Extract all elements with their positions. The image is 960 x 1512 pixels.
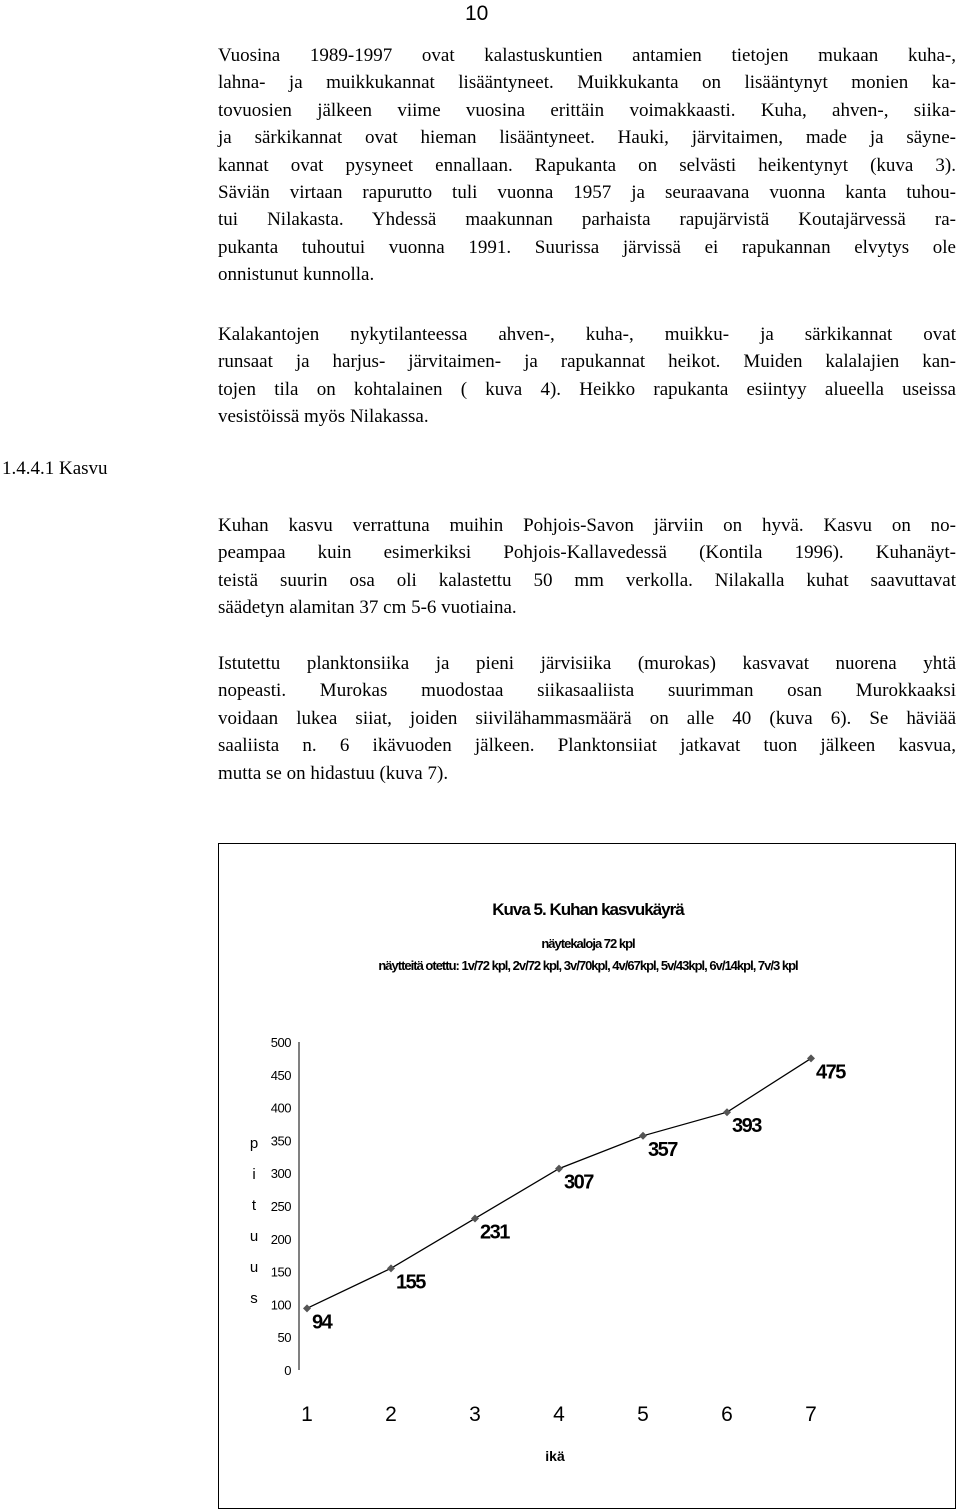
x-tick-label: 2	[385, 1403, 397, 1426]
text-line: Säviän virtaan rapurutto tuli vuonna 1957 ja seuraavana vuonna kanta tuhou-	[218, 182, 956, 204]
text-line: vesistöissä myös Nilakassa.	[218, 406, 429, 428]
y-tick-label: 300	[270, 1166, 291, 1182]
paragraph-current-status	[218, 321, 956, 431]
paragraph-fish-stocks	[218, 42, 956, 289]
text-line: Istutettu planktonsiika ja pieni järvisiika (murokas) kasvavat nuorena yhtä	[218, 653, 956, 674]
y-tick-label: 150	[270, 1264, 291, 1280]
x-tick-label: 1	[301, 1403, 313, 1426]
text-line: Kuhan kasvu verrattuna muihin Pohjois-Savon järviin on hyvä. Kasvu on no-	[218, 515, 956, 536]
x-tick-label: 4	[553, 1403, 565, 1426]
y-tick-label: 200	[270, 1231, 291, 1247]
text-line: ja särkikannat ovat hieman lisääntyneet. Hauki, järvitaimen, made ja säyne-	[218, 127, 956, 149]
paragraph-pikeperch-growth	[218, 512, 956, 622]
chart-sample-note: näytteitä otettu: 1v/72 kpl, 2v/72 kpl, 3v/70kpl, 4v/67kpl, 5v/43kpl, 6v/14kpl, 7v/3 kpl	[378, 958, 798, 973]
y-axis-label-letter: u	[249, 1259, 259, 1276]
text-line: mutta se on hidastuu (kuva 7).	[218, 762, 449, 784]
data-label: 475	[816, 1061, 845, 1084]
y-axis-label-letter: i	[252, 1166, 256, 1183]
data-point-marker	[303, 1304, 311, 1312]
x-axis-label: ikä	[545, 1448, 565, 1464]
data-point-marker	[471, 1214, 479, 1222]
y-tick-label: 450	[270, 1067, 291, 1083]
text-line: onnistunut kunnolla.	[218, 264, 375, 286]
text-line: pukanta tuhoutui vuonna 1991. Suurissa järvissä ei rapukannan elvytys ole	[218, 236, 956, 258]
y-tick-label: 100	[270, 1297, 291, 1313]
text-line: Kalakantojen nykytilanteessa ahven-, kuha-, muikku- ja särkikannat ovat	[218, 324, 956, 345]
text-line: Vuosina 1989-1997 ovat kalastuskuntien antamien tietojen mukaan kuha-,	[218, 45, 956, 66]
y-tick-label: 400	[270, 1100, 291, 1116]
x-tick-label: 3	[469, 1403, 481, 1426]
section-heading: 1.4.4.1 Kasvu	[2, 458, 108, 479]
text-line: tui Nilakasta. Yhdessä maakunnan parhaista rapujärvistä Koutajärvessä ra-	[218, 209, 956, 231]
data-label: 94	[312, 1311, 332, 1334]
data-point-marker	[723, 1108, 731, 1116]
x-tick-label: 7	[805, 1403, 817, 1426]
data-point-marker	[555, 1165, 563, 1173]
paragraph-whitefish-growth	[218, 650, 956, 787]
data-point-marker	[387, 1264, 395, 1272]
data-point-marker	[807, 1054, 815, 1062]
text-line: tojen tila on kohtalainen ( kuva 4). Heikko rapukanta esiintyy alueella useissa	[218, 378, 956, 400]
text-line: peampaa kuin esimerkiksi Pohjois-Kallavedessä (Kontila 1996). Kuhanäyt-	[218, 542, 956, 564]
y-axis-label-letter: s	[250, 1290, 258, 1307]
data-label: 231	[480, 1221, 509, 1244]
page-number: 10	[465, 2, 489, 25]
text-line: teistä suurin osa oli kalastettu 50 mm verkolla. Nilakalla kuhat saavuttavat	[218, 569, 956, 591]
text-line: tovuosien jälkeen viime vuosina erittäin voimakkaasti. Kuha, ahven-, siika-	[218, 99, 956, 121]
text-line: säädetyn alamitan 37 cm 5-6 vuotiaina.	[218, 597, 517, 619]
series-line	[307, 1058, 811, 1308]
y-tick-label: 0	[284, 1363, 291, 1378]
y-tick-label: 500	[270, 1035, 291, 1050]
data-label: 155	[396, 1271, 425, 1294]
y-tick-label: 250	[270, 1199, 291, 1214]
y-tick-label: 350	[270, 1133, 291, 1149]
data-point-marker	[639, 1132, 647, 1140]
chart-subtitle: näytekaloja 72 kpl	[541, 936, 635, 951]
data-label: 393	[732, 1115, 761, 1138]
y-axis-label-letter: t	[251, 1197, 257, 1214]
x-tick-label: 5	[637, 1403, 649, 1426]
text-line: kannat ovat pysyneet ennallaan. Rapukanta on selvästi heikentynyt (kuva 3).	[218, 154, 956, 176]
y-axis-label-letter: p	[249, 1135, 259, 1152]
text-line: runsaat ja harjus- järvitaimen- ja rapukannat heikot. Muiden kalalajien kan-	[218, 351, 956, 373]
chart-title: Kuva 5. Kuhan kasvukäyrä	[492, 900, 684, 919]
x-tick-label: 6	[721, 1403, 733, 1426]
data-label: 357	[648, 1138, 677, 1161]
y-axis-label-letter: u	[249, 1228, 259, 1245]
growth-chart	[218, 843, 956, 1509]
data-label: 307	[564, 1171, 593, 1194]
y-tick-label: 50	[277, 1330, 291, 1346]
text-line: lahna- ja muikkukannat lisääntyneet. Muikkukanta on lisääntynyt monien ka-	[218, 72, 956, 94]
chart-plot	[219, 844, 955, 1508]
text-line: voidaan lukea siiat, joiden siivilähammasmäärä on alle 40 (kuva 6). Se häviää	[218, 707, 956, 729]
text-line: saaliista n. 6 ikävuoden jälkeen. Planktonsiiat jatkavat tuon jälkeen kasvua,	[218, 735, 956, 757]
text-line: nopeasti. Murokas muodostaa siikasaaliista suurimman osan Murokkaaksi	[218, 680, 956, 702]
